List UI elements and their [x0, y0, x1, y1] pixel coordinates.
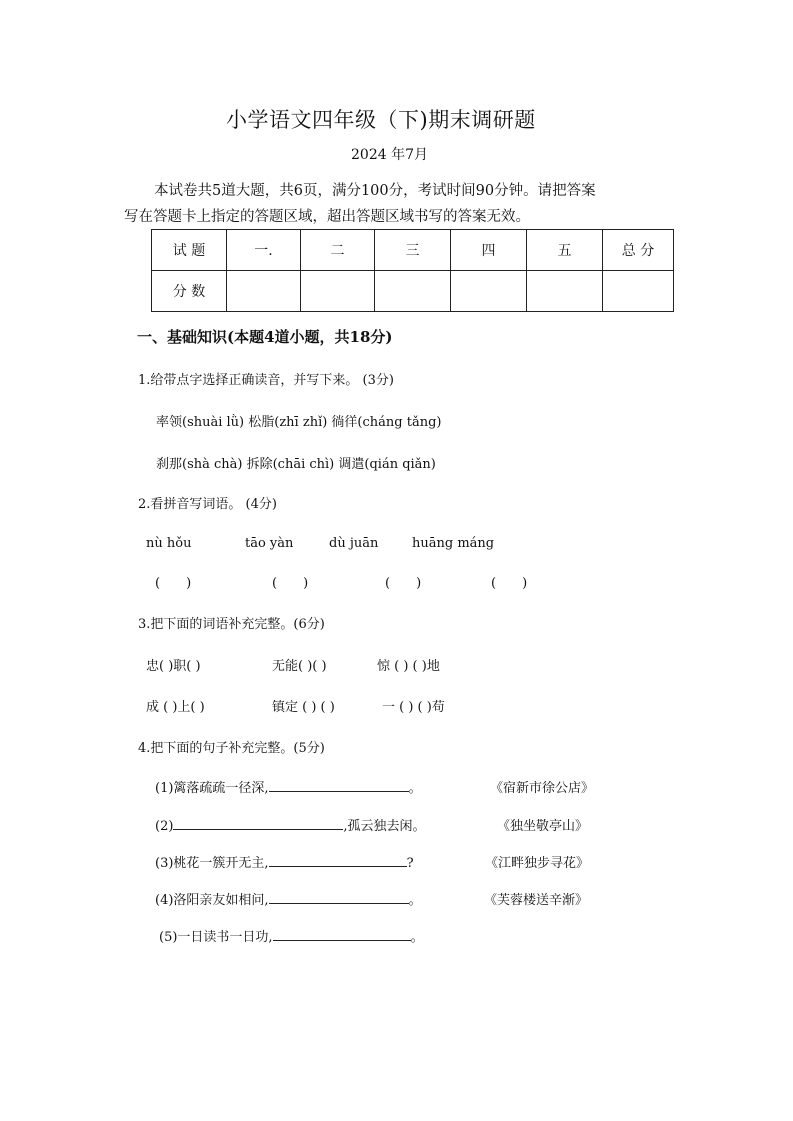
- q4-item-5-blank[interactable]: [273, 926, 411, 941]
- q2-pinyin-3: dù juān: [329, 536, 379, 551]
- header-cell-total: 总 分: [603, 230, 674, 271]
- q1-line-2: 刹那(shà chà) 拆除(chāi chì) 调遣(qián qiǎn): [156, 457, 436, 472]
- score-table-score-row: [152, 271, 674, 312]
- q4-item-4-prefix: (4)洛阳亲友如相问,: [155, 893, 269, 908]
- q2-pinyin-4: huāng máng: [412, 536, 495, 551]
- section-1-heading: 一、基础知识(本题4道小题，共18分): [137, 328, 393, 346]
- q4-item-5-suffix: 。: [410, 930, 424, 945]
- q4-item-4-source: 《芙蓉楼送辛渐》: [484, 893, 589, 908]
- q4-item-4-suffix: 。: [408, 893, 422, 908]
- q4-item-3-prefix: (3)桃花一簇开无主,: [155, 856, 269, 871]
- q4-item-4: [155, 889, 422, 908]
- q4-item-4-blank[interactable]: [269, 889, 409, 904]
- q2-answer-4[interactable]: ( ): [491, 576, 528, 591]
- intro-line-1: 本试卷共5道大题，共6页，满分100分，考试时间90分钟。请把答案: [154, 183, 596, 199]
- q4-item-1-suffix: 。: [408, 781, 422, 796]
- score-cell-total[interactable]: [603, 271, 674, 312]
- q2-answer-3[interactable]: ( ): [385, 576, 422, 591]
- q1-title: 1.给带点字选择正确读音，并写下来。 (3分): [138, 373, 394, 388]
- q4-item-1: [155, 777, 422, 796]
- q4-item-2-source: 《独坐敬亭山》: [497, 819, 589, 834]
- score-table: [151, 229, 674, 312]
- q4-item-3-suffix: ?: [406, 856, 414, 871]
- score-row-label: 分 数: [152, 271, 227, 312]
- q2-answer-1[interactable]: ( ): [155, 576, 192, 591]
- q4-item-2: [155, 815, 426, 834]
- q4-item-1-blank[interactable]: [269, 777, 409, 792]
- q2-answer-2[interactable]: ( ): [272, 576, 309, 591]
- q4-item-3-blank[interactable]: [269, 852, 407, 867]
- q3-item-4: 成 ( )上( ): [146, 700, 205, 715]
- q4-item-3-source: 《江畔独步寻花》: [485, 856, 590, 871]
- header-cell-2: 二: [301, 230, 375, 271]
- q4-item-3: [155, 852, 414, 871]
- score-cell-2[interactable]: [301, 271, 375, 312]
- score-table-header-row: [152, 230, 674, 271]
- q4-item-2-suffix: ,孤云独去闲。: [343, 819, 426, 834]
- q3-item-6: 一 ( ) ( )苟: [382, 700, 445, 715]
- score-cell-5[interactable]: [527, 271, 603, 312]
- score-cell-1[interactable]: [227, 271, 301, 312]
- q2-title: 2.看拼音写词语。 (4分): [138, 497, 277, 512]
- header-cell-question: 试 题: [152, 230, 227, 271]
- exam-date: 2024 年7月: [351, 147, 428, 163]
- q3-item-5: 镇定 ( ) ( ): [272, 700, 335, 715]
- q3-item-2: 无能( )( ): [272, 659, 327, 674]
- q4-item-2-blank[interactable]: [173, 815, 343, 830]
- page-title: 小学语文四年级（下)期末调研题: [226, 108, 536, 132]
- q4-item-5: [159, 926, 424, 945]
- score-cell-4[interactable]: [451, 271, 527, 312]
- q2-pinyin-1: nù hǒu: [146, 536, 192, 551]
- score-cell-3[interactable]: [375, 271, 451, 312]
- q4-title: 4.把下面的句子补充完整。(5分): [138, 741, 325, 756]
- header-cell-1: 一.: [227, 230, 301, 271]
- q2-pinyin-2: tāo yàn: [245, 536, 294, 551]
- q3-item-3: 惊 ( ) ( )地: [377, 659, 440, 674]
- q4-item-1-prefix: (1)篱落疏疏一径深,: [155, 781, 269, 796]
- q3-item-1: 忠( )职( ): [146, 659, 201, 674]
- q4-item-1-source: 《宿新市徐公店》: [490, 781, 595, 796]
- q4-item-2-prefix: (2): [155, 819, 174, 834]
- q3-title: 3.把下面的词语补充完整。(6分): [138, 617, 325, 632]
- q1-line-1: 率领(shuài lǜ) 松脂(zhī zhǐ) 徜徉(cháng tǎng): [156, 415, 442, 430]
- header-cell-4: 四: [451, 230, 527, 271]
- intro-line-2: 写在答题卡上指定的答题区域，超出答题区域书写的答案无效。: [124, 209, 530, 225]
- header-cell-3: 三: [375, 230, 451, 271]
- header-cell-5: 五: [527, 230, 603, 271]
- q4-item-5-prefix: (5)一日读书一日功,: [159, 930, 273, 945]
